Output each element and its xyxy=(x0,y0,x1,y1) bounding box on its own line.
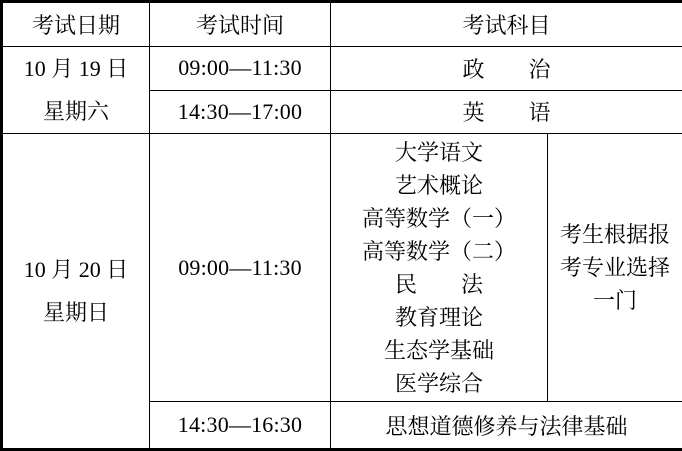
choose-one-note: 考生根据报考专业选择一门 xyxy=(559,218,671,317)
subject-ecology-basics: 生态学基础 xyxy=(331,334,547,367)
time-cell-day1-afternoon: 14:30—17:00 xyxy=(150,90,331,134)
subject-medical-comprehensive: 医学综合 xyxy=(331,367,547,400)
subject-college-chinese: 大学语文 xyxy=(331,136,547,169)
subject-cell-politics: 政 治 xyxy=(331,47,682,91)
date-cell-oct19 xyxy=(2,47,150,134)
day2-session1-row xyxy=(2,134,682,402)
time-cell-day2-afternoon: 14:30—16:30 xyxy=(150,402,331,450)
header-exam-time: 考试时间 xyxy=(150,2,331,47)
subject-civil-law: 民 法 xyxy=(331,268,547,301)
note-cell xyxy=(548,134,682,402)
weekday-saturday-line: 星期六 xyxy=(3,90,149,133)
time-cell-day2-morning: 09:00—11:30 xyxy=(150,134,331,402)
time-cell-day1-morning: 09:00—11:30 xyxy=(150,47,331,91)
date-oct20-line: 10 月 20 日 xyxy=(3,248,149,291)
subject-art-theory: 艺术概论 xyxy=(331,169,547,202)
weekday-sunday-line: 星期日 xyxy=(3,291,149,334)
date-oct19-line: 10 月 19 日 xyxy=(3,47,149,90)
day1-session1-row xyxy=(2,47,682,91)
subject-list-cell xyxy=(331,134,548,402)
header-row xyxy=(2,2,682,47)
subject-cell-ideology-law: 思想道德修养与法律基础 xyxy=(331,402,682,450)
date-cell-oct20 xyxy=(2,134,150,450)
subject-education-theory: 教育理论 xyxy=(331,301,547,334)
subject-advanced-math-1: 高等数学（一） xyxy=(331,202,547,235)
subject-advanced-math-2: 高等数学（二） xyxy=(331,235,547,268)
header-exam-date: 考试日期 xyxy=(2,2,150,47)
subject-cell-english: 英 语 xyxy=(331,90,682,134)
header-exam-subject: 考试科目 xyxy=(331,2,682,47)
